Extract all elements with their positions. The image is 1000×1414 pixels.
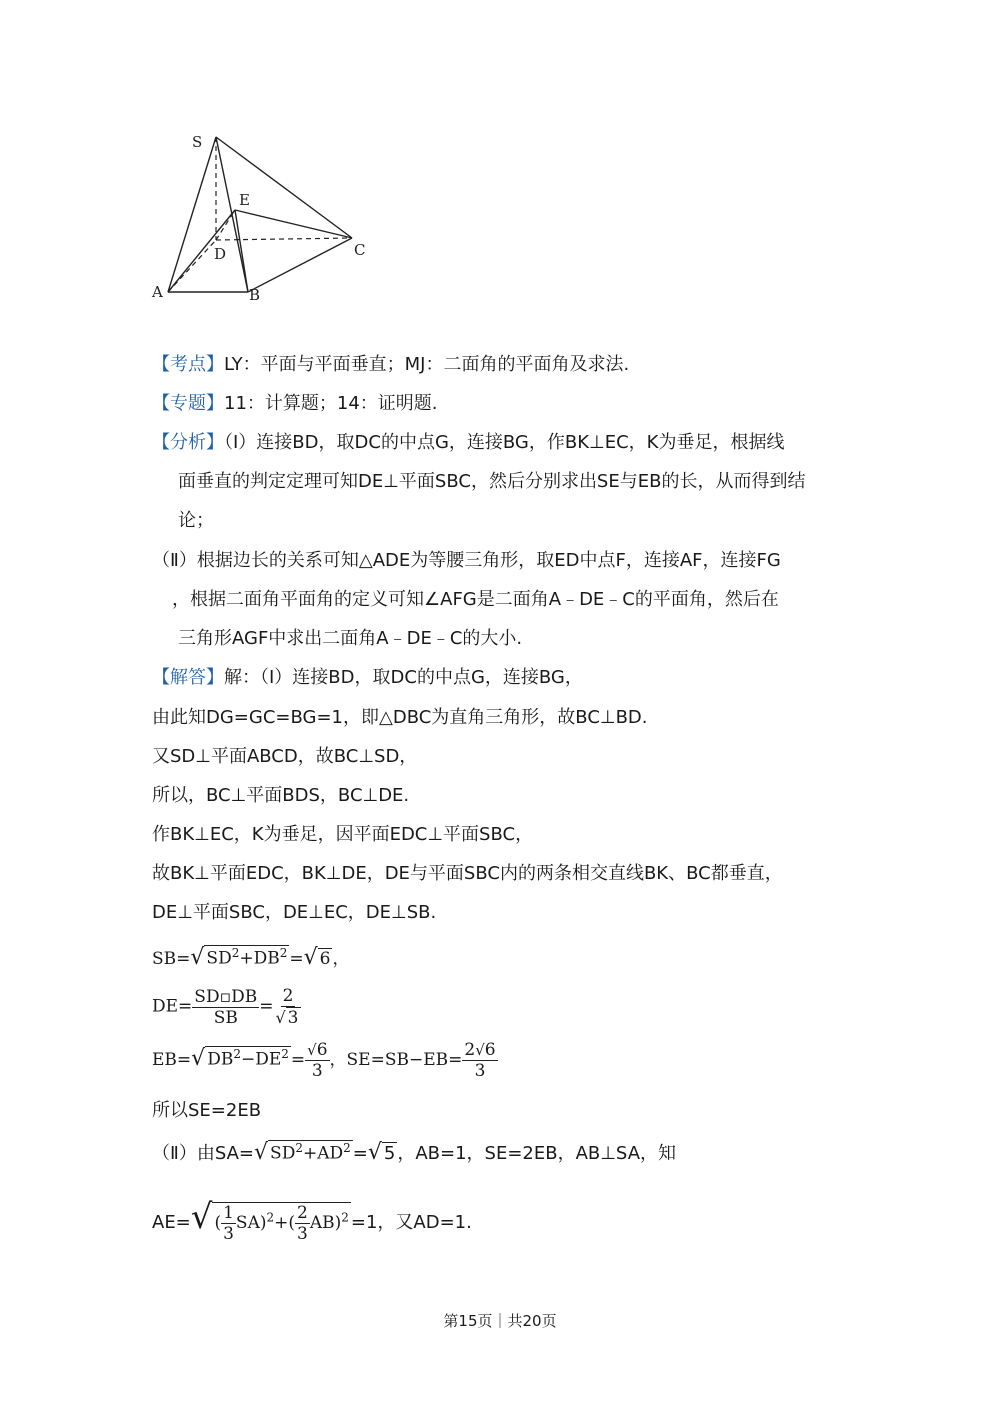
superscript: 2 bbox=[233, 1047, 241, 1062]
jieda-text-1: 解：（Ⅰ）连接BD，取DC的中点G，连接BG， bbox=[224, 667, 583, 688]
fraction bbox=[295, 1203, 310, 1244]
sqrt-icon: √ bbox=[275, 1008, 286, 1027]
sqrt-icon: √ bbox=[190, 1197, 213, 1237]
eq-sb-term-a: SD bbox=[206, 949, 232, 969]
denominator: 3 bbox=[311, 1061, 323, 1081]
eq-sb-result: 6 bbox=[319, 949, 331, 969]
eq-sa-radicand bbox=[268, 1140, 353, 1164]
eq-eb-term-a: DB bbox=[207, 1050, 234, 1070]
fraction bbox=[462, 1040, 497, 1081]
jieda-line-8: 所以SE=2EB bbox=[152, 1100, 262, 1121]
denominator: 3 bbox=[474, 1061, 486, 1081]
eq-sb-radicand bbox=[204, 945, 289, 969]
sqrt-icon: √ bbox=[254, 1140, 269, 1165]
sqrt-icon: √ bbox=[303, 945, 318, 970]
kaodian-text: LY：平面与平面垂直；MJ：二面角的平面角及求法. bbox=[224, 354, 630, 375]
fenxi-tag: 【分析】 bbox=[152, 432, 224, 453]
eq-ae-radicand: ( $\frac{1}{3}$ SA)$^2$+( $\frac{2}{3}$ AB)$^2$ bbox=[214, 1203, 349, 1244]
equals: = bbox=[259, 996, 274, 1017]
fenxi-line-4: （Ⅱ）根据边长的关系可知△ADE为等腰三角形，取ED中点F，连接AF，连接FG bbox=[152, 550, 781, 571]
eq-sb-term-b: +DB bbox=[239, 949, 280, 969]
fraction bbox=[221, 1203, 236, 1244]
sqrt-icon: √ bbox=[191, 1046, 206, 1071]
sqrt-icon: √ bbox=[475, 1041, 485, 1059]
eq-sa-term-b: +AD bbox=[302, 1144, 344, 1164]
coefficient: 2 bbox=[464, 1040, 476, 1060]
equation-sb bbox=[152, 944, 349, 970]
jieda-line-1 bbox=[152, 665, 583, 691]
label-s: S bbox=[192, 133, 203, 151]
label-d: D bbox=[214, 245, 227, 263]
superscript: 2 bbox=[341, 1210, 349, 1225]
numerator: 2 bbox=[282, 986, 294, 1006]
pyramid-diagram bbox=[140, 125, 380, 310]
numerator: SD▫DB bbox=[194, 986, 258, 1007]
jieda-line-7: DE⊥平面SBC，DE⊥EC，DE⊥SB. bbox=[152, 902, 437, 923]
label-a: A bbox=[152, 283, 163, 301]
eq-eb-term-b: −DE bbox=[240, 1050, 282, 1070]
jieda-line-5: 作BK⊥EC，K为垂足，因平面EDC⊥平面SBC， bbox=[152, 824, 534, 845]
numerator: 2 bbox=[297, 1203, 308, 1223]
eq-eb-lhs: EB= bbox=[152, 1050, 192, 1070]
eq-sa-pre: （Ⅱ）由SA= bbox=[152, 1143, 255, 1164]
denominator bbox=[273, 1007, 302, 1028]
equals: = bbox=[352, 1143, 368, 1164]
eq-de-lhs: DE= bbox=[152, 996, 193, 1017]
jieda-line-3: 又SD⊥平面ABCD，故BC⊥SD， bbox=[152, 746, 418, 767]
numerator bbox=[305, 1040, 329, 1061]
equals: = bbox=[290, 1050, 306, 1070]
zhuanti-tag: 【专题】 bbox=[152, 393, 224, 414]
term-ab: AB) bbox=[309, 1213, 342, 1233]
equation-eb bbox=[152, 1040, 498, 1081]
radicand: 6 bbox=[484, 1040, 496, 1060]
equals: = bbox=[289, 949, 304, 969]
fenxi-text-1: （Ⅰ）连接BD，取DC的中点G，连接BG，作BK⊥EC，K为垂足，根据线 bbox=[224, 432, 785, 453]
zhuanti-text: 11：计算题；14：证明题. bbox=[224, 393, 438, 414]
fraction bbox=[305, 1040, 329, 1081]
fenxi-line-3: 论； bbox=[178, 510, 214, 531]
label-b: B bbox=[249, 286, 261, 304]
jieda-tag: 【解答】 bbox=[152, 667, 224, 688]
kaodian-tag: 【考点】 bbox=[152, 354, 224, 375]
superscript: 2 bbox=[231, 946, 240, 961]
jieda-line-2: 由此知DG=GC=BG=1，即△DBC为直角三角形，故BC⊥BD. bbox=[152, 707, 648, 728]
eq-sa-result: 5 bbox=[383, 1143, 396, 1164]
kaodian-line bbox=[152, 352, 629, 378]
radicand: 3 bbox=[287, 1008, 299, 1028]
numerator bbox=[462, 1040, 497, 1061]
eq-eb-radicand bbox=[205, 1046, 291, 1070]
eq-ae-tail: =1，又AD=1. bbox=[350, 1212, 472, 1233]
equation-ae bbox=[152, 1197, 472, 1244]
comma: ， bbox=[332, 949, 350, 969]
page-footer: 第15页｜共20页 bbox=[443, 1312, 557, 1330]
superscript: 2 bbox=[281, 1047, 289, 1062]
numerator: 1 bbox=[223, 1203, 234, 1223]
jieda-line-6: 故BK⊥平面EDC，BK⊥DE，DE与平面SBC内的两条相交直线BK、BC都垂直， bbox=[152, 863, 783, 884]
superscript: 2 bbox=[295, 1141, 303, 1156]
superscript: 2 bbox=[343, 1141, 351, 1156]
eq-se: ，SE=SB−EB= bbox=[329, 1050, 463, 1070]
term-sa: SA) bbox=[235, 1213, 267, 1233]
label-c: C bbox=[354, 241, 366, 259]
superscript: 2 bbox=[266, 1210, 275, 1225]
superscript: 2 bbox=[279, 946, 288, 961]
fenxi-line-2: 面垂直的判定定理可知DE⊥平面SBC，然后分别求出SE与EB的长，从而得到结 bbox=[178, 471, 806, 492]
eq-sa-term-a: SD bbox=[270, 1144, 296, 1164]
fenxi-line-1 bbox=[152, 430, 784, 456]
sqrt-icon: √ bbox=[307, 1041, 317, 1059]
fenxi-line-5: ，根据二面角平面角的定义可知∠AFG是二面角A﹣DE﹣C的平面角，然后在 bbox=[172, 589, 779, 610]
equation-sa bbox=[152, 1139, 676, 1165]
denominator: 3 bbox=[223, 1224, 234, 1244]
plus: +( bbox=[274, 1213, 296, 1233]
pyramid-figure bbox=[140, 125, 380, 310]
eq-sb-lhs: SB= bbox=[152, 949, 191, 969]
denominator: 3 bbox=[297, 1224, 308, 1244]
fraction bbox=[273, 986, 302, 1028]
equation-de bbox=[152, 986, 303, 1028]
label-e: E bbox=[239, 191, 250, 209]
fenxi-line-6: 三角形AGF中求出二面角A﹣DE﹣C的大小. bbox=[178, 628, 523, 649]
fraction bbox=[192, 987, 259, 1028]
denominator: SB bbox=[213, 1007, 238, 1028]
sqrt-icon: √ bbox=[367, 1140, 382, 1165]
sqrt-icon: √ bbox=[190, 945, 205, 970]
eq-ae-lhs: AE= bbox=[152, 1212, 191, 1233]
jieda-line-4: 所以，BC⊥平面BDS，BC⊥DE. bbox=[152, 785, 410, 806]
radicand: 6 bbox=[316, 1040, 328, 1060]
eq-sa-tail: ，AB=1，SE=2EB，AB⊥SA，知 bbox=[397, 1143, 677, 1164]
zhuanti-line bbox=[152, 391, 438, 417]
